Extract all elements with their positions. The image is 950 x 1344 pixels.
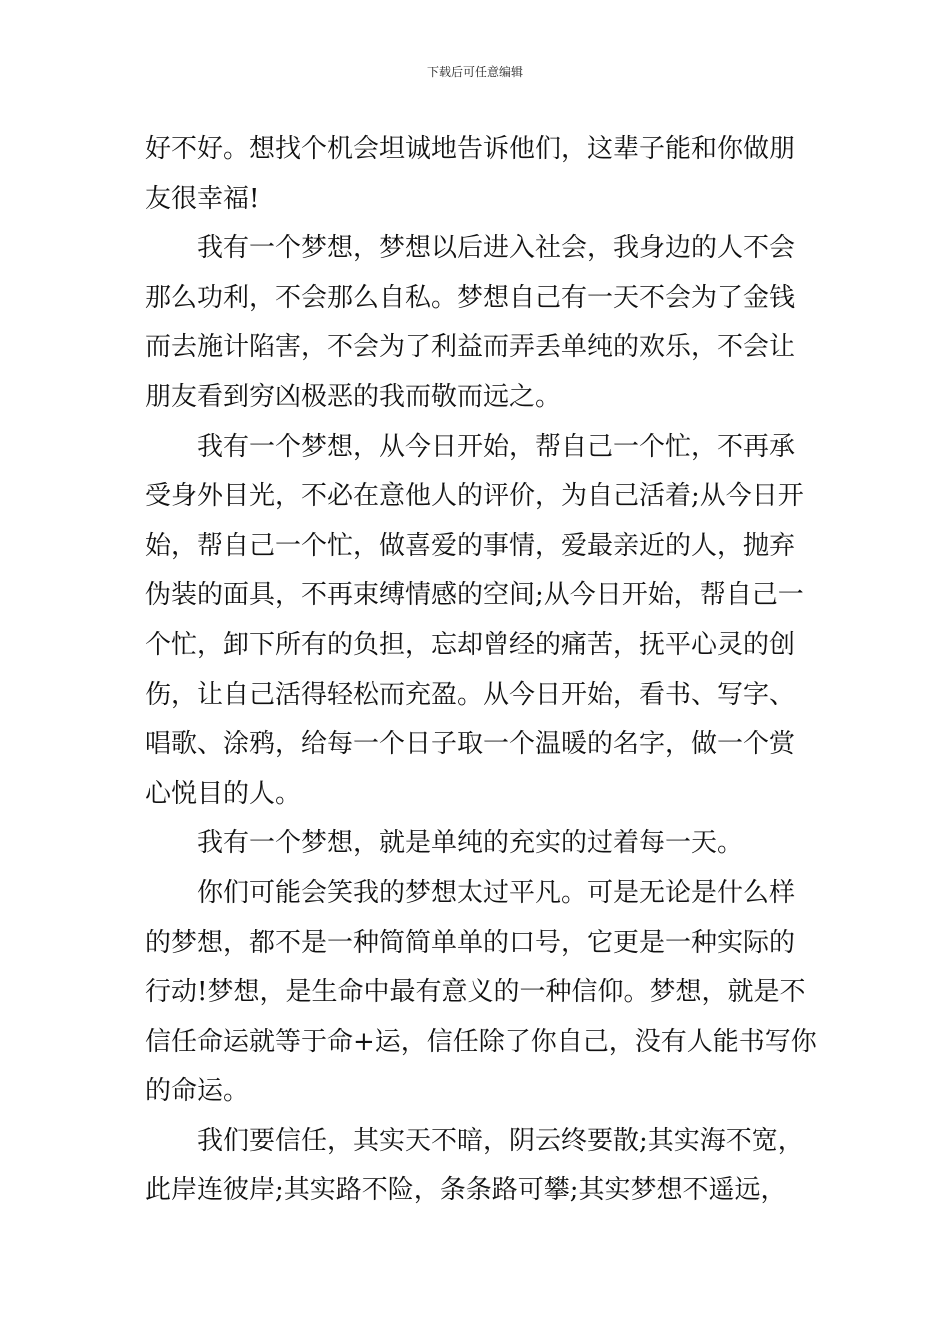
text-line: 的梦想，都不是一种简简单单的口号，它更是一种实际的 [145, 927, 796, 958]
text-line: 心悦目的人。 [145, 778, 302, 809]
text-line: 始，帮自己一个忙，做喜爱的事情，爱最亲近的人，抛弃 [145, 530, 796, 561]
paragraph-start-line: 我有一个梦想，梦想以后进入社会，我身边的人不会 [197, 233, 796, 264]
text-line: 信任命运就等于命+运，信任除了你自己，没有人能书写你 [145, 1026, 817, 1057]
paragraph-start-line: 你们可能会笑我的梦想太过平凡。可是无论是什么样 [197, 877, 796, 908]
text-line: 伤，让自己活得轻松而充盈。从今日开始，看书、写字、 [145, 679, 796, 710]
text-line: 好不好。想找个机会坦诚地告诉他们，这辈子能和你做朋 [145, 134, 796, 164]
text-line: 那么功利，不会那么自私。梦想自己有一天不会为了金钱 [145, 282, 796, 313]
text-line: 的命运。 [145, 1076, 250, 1107]
text-line: 友很幸福! [145, 183, 260, 214]
text-line: 此岸连彼岸;其实路不险，条条路可攀;其实梦想不遥远， [145, 1175, 787, 1206]
text-line: 朋友看到穷凶极恶的我而敬而远之。 [145, 381, 562, 412]
text-line: 而去施计陷害，不会为了利益而弄丢单纯的欢乐，不会让 [145, 332, 796, 363]
paragraph-start-line: 我们要信任，其实天不暗，阴云终要散;其实海不宽， [197, 1125, 804, 1156]
text-line: 受身外目光，不必在意他人的评价，为自己活着;从今日开 [145, 481, 804, 512]
paragraph-start-line: 我有一个梦想，从今日开始，帮自己一个忙，不再承 [197, 431, 796, 462]
page-header: 下载后可任意编辑 [426, 65, 523, 79]
text-line: 伪装的面具，不再束缚情感的空间;从今日开始，帮自己一 [145, 580, 804, 611]
text-line: 唱歌、涂鸦，给每一个日子取一个温暖的名字，做一个赏 [145, 729, 796, 760]
text-line: 行动!梦想，是生命中最有意义的一种信仰。梦想，就是不 [145, 977, 806, 1008]
document-body [145, 125, 817, 1216]
text-line: 个忙，卸下所有的负担，忘却曾经的痛苦，抚平心灵的创 [145, 629, 796, 660]
paragraph-start-line: 我有一个梦想，就是单纯的充实的过着每一天。 [197, 828, 744, 859]
